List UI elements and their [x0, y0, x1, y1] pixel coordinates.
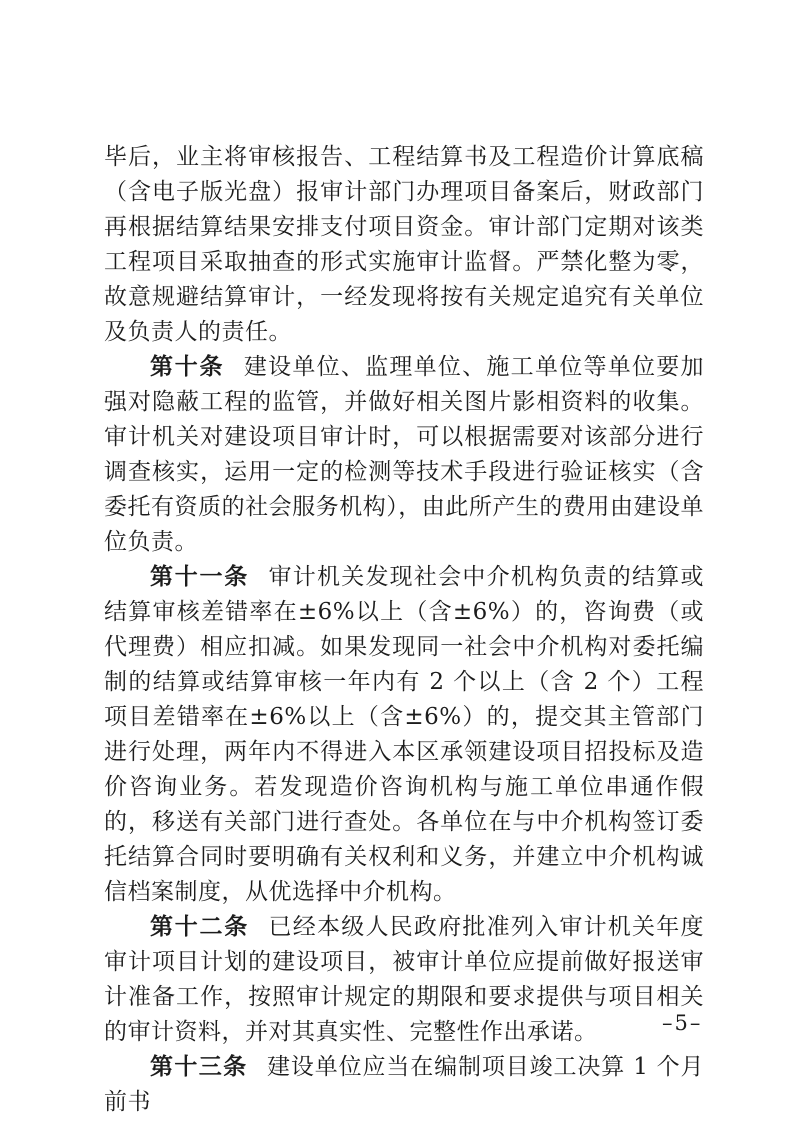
article-10-text: 建设单位、监理单位、施工单位等单位要加强对隐蔽工程的监管，并做好相关图片影相资料的收集。审计机关对建设项目审计时，可以根据需要对该部分进行调查核实，运用一定的检测等技术手段进行验证核实（含委托有资质的社会服务机构），由此所产生的费用由建设单位负责。 — [104, 354, 705, 555]
paragraph-continuation — [104, 140, 704, 350]
paragraph-article-12 — [104, 910, 704, 1050]
paragraph-article-13 — [104, 1050, 704, 1120]
article-12-text: 已经本级人民政府批准列入审计机关年度审计项目计划的建设项目，被审计单位应提前做好报送审计准备工作，按照审计规定的期限和要求提供与项目相关的审计资料，并对其真实性、完整性作出承诺。 — [104, 914, 705, 1045]
article-10-label: 第十条 — [150, 354, 225, 380]
document-body — [104, 140, 704, 1120]
article-13-label: 第十三条 — [150, 1054, 248, 1080]
article-11-label: 第十一条 — [150, 564, 249, 590]
paragraph-article-11 — [104, 560, 704, 910]
paragraph-article-10 — [104, 350, 704, 560]
paragraph-text: 毕后，业主将审核报告、工程结算书及工程造价计算底稿（含电子版光盘）报审计部门办理项目备案后，财政部门再根据结算结果安排支付项目资金。审计部门定期对该类工程项目采取抽查的形式实施审计监督。严禁化整为零，故意规避结算审计，一经发现将按有关规定追究有关单位及负责人的责任。 — [104, 144, 704, 345]
article-12-label: 第十二条 — [150, 914, 249, 940]
page-number: –5– — [662, 1011, 703, 1035]
article-11-text: 审计机关发现社会中介机构负责的结算或结算审核差错率在±6%以上（含±6%）的，咨询费（或代理费）相应扣减。如果发现同一社会中介机构对委托编制的结算或结算审核一年内有 2 个以上（含 2 个）工程项目差错率在±6%以上（含±6%）的，提交其主管部门进行处理，两年内不得进入本区承领建设项目招投标及造价咨询业务。若发现造价咨询机构与施工单位串通作假的，移送有关部门进行查处。各单位在与中介机构签订委托结算合同时要明确有关权利和义务，并建立中介机构诚信档案制度，从优选择中介机构。 — [104, 564, 705, 905]
article-13-text: 建设单位应当在编制项目竣工决算 1 个月前书 — [104, 1054, 705, 1115]
